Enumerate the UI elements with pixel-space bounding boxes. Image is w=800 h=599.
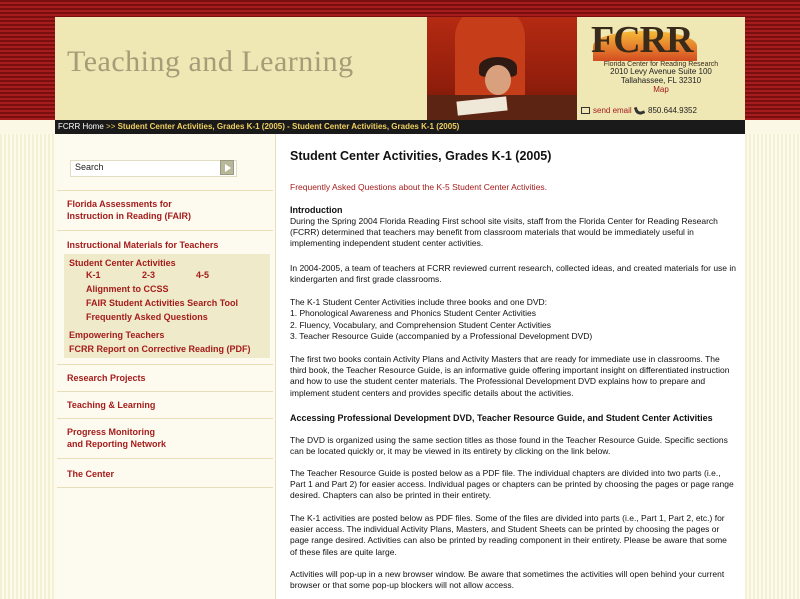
search-box[interactable] bbox=[70, 160, 237, 177]
left-sidebar bbox=[55, 134, 276, 599]
list-item: 1. Phonological Awareness and Phonics Student Center Activities bbox=[290, 308, 537, 318]
access-heading: Accessing Professional Development DVD, Teacher Resource Guide, and Student Center Activities bbox=[290, 413, 713, 423]
banner-title: Teaching and Learning bbox=[67, 45, 354, 78]
submenu-faq[interactable]: Frequently Asked Questions bbox=[86, 312, 208, 322]
submenu-grade-k1[interactable]: K-1 bbox=[86, 270, 101, 280]
search-go-button[interactable] bbox=[220, 160, 234, 175]
sidebar-item-instructional-materials[interactable]: Instructional Materials for Teachers bbox=[67, 240, 219, 250]
left-margin-pattern bbox=[0, 134, 55, 599]
sidebar-item-fair[interactable] bbox=[67, 198, 191, 222]
sidebar-item-teaching-learning[interactable]: Teaching & Learning bbox=[67, 400, 156, 410]
submenu-corrective-reading[interactable]: FCRR Report on Corrective Reading (PDF) bbox=[69, 344, 251, 354]
fcrr-logo[interactable] bbox=[591, 21, 699, 59]
submenu-alignment-ccss[interactable]: Alignment to CCSS bbox=[86, 284, 169, 294]
sidebar-item-label: Progress Monitoring bbox=[67, 427, 156, 437]
intro-heading: Introduction bbox=[290, 205, 343, 215]
access-paragraph-2: The Teacher Resource Guide is posted below as a PDF file. The individual chapters are divided into two parts (i.e., Part 1 and Part 2) for easier access. Individual pages or chapters can be printed by choosing the pages or page range desired. Chapters can also be printed in their entirety. bbox=[290, 468, 734, 501]
header-photo bbox=[427, 17, 577, 120]
popup-paragraph: Activities will pop-up in a new browser window. Be aware that sometimes the activities will open behind your current browser or that some pop-up blockers will not allow access. bbox=[290, 569, 725, 591]
divider bbox=[57, 458, 273, 459]
intro-paragraph-2: In 2004-2005, a team of teachers at FCRR reviewed current research, collected ideas, and created materials for use in kindergarten and first grade classrooms. bbox=[290, 263, 737, 285]
breadcrumb-separator: >> bbox=[106, 122, 116, 131]
access-paragraph-3: The K-1 activities are posted below as PDF files. Some of the files are divided into parts (i.e., Part 1, Part 2, etc.) for easier access. The individual Activity Plans, Masters, and Student Sheets can be printed by choosing the pages or page range desired. Activities can also be printed by reading component in their entirety. Please be aware that some of these files are quite large. bbox=[290, 513, 727, 557]
submenu-grade-2-3[interactable]: 2-3 bbox=[142, 270, 156, 280]
access-paragraph-1: The DVD is organized using the same section titles as those found in the Teacher Resource Guide. Specific sections can be located quickly or, it may be viewed in its entirety by clicking on the link below. bbox=[290, 435, 728, 457]
divider bbox=[57, 418, 273, 419]
list-item: 2. Fluency, Vocabulary, and Comprehension Student Center Activities bbox=[290, 320, 551, 330]
sidebar-item-research-projects[interactable]: Research Projects bbox=[67, 373, 146, 383]
logo-text: FCRR bbox=[591, 19, 693, 61]
sidebar-item-progress-monitoring[interactable] bbox=[67, 426, 166, 450]
sidebar-item-the-center[interactable]: The Center bbox=[67, 469, 115, 479]
map-link[interactable]: Map bbox=[653, 85, 669, 94]
divider bbox=[57, 391, 273, 392]
submenu-student-center[interactable]: Student Center Activities bbox=[69, 258, 176, 268]
submenu-empowering-teachers[interactable]: Empowering Teachers bbox=[69, 330, 165, 340]
books-paragraph: The first two books contain Activity Plans and Activity Masters that are ready for immediate use in classrooms. The third book, the Teacher Resource Guide, is an informative guide offering important insight on differentiated instruction and how to use the student center materials. The Professional Development DVD explains how to prepare and implement student centers and provides specific details about the activities. bbox=[290, 354, 730, 398]
divider bbox=[57, 230, 273, 231]
submenu-fair-search-tool[interactable]: FAIR Student Activities Search Tool bbox=[86, 298, 239, 308]
fcrr-logo-block bbox=[577, 17, 745, 120]
address-line2: Tallahassee, FL 32310 bbox=[620, 76, 702, 85]
sidebar-item-label: Instruction in Reading (FAIR) bbox=[67, 211, 191, 221]
main-content bbox=[276, 134, 745, 599]
send-email-link[interactable]: send email bbox=[593, 106, 632, 115]
sidebar-item-label: and Reporting Network bbox=[67, 439, 167, 449]
sidebar-item-label: Florida Assessments for bbox=[67, 199, 172, 209]
phone-number: 850.644.9352 bbox=[648, 106, 697, 115]
photo-student-face bbox=[485, 65, 511, 95]
breadcrumb-current[interactable]: Student Center Activities, Grades K-1 (2005) - Student Center Activities, Grades K-1 (2005) bbox=[117, 122, 460, 131]
submenu-grade-4-5[interactable]: 4-5 bbox=[196, 270, 210, 280]
arrow-right-icon bbox=[225, 164, 231, 172]
breadcrumb-home[interactable]: FCRR Home bbox=[58, 122, 104, 131]
envelope-icon bbox=[581, 107, 590, 114]
email-contact[interactable] bbox=[581, 106, 632, 115]
list-intro: The K-1 Student Center Activities include three books and one DVD: bbox=[290, 297, 548, 307]
breadcrumb bbox=[55, 120, 745, 134]
phone-icon bbox=[634, 105, 646, 117]
address-line1: 2010 Levy Avenue Suite 100 bbox=[610, 67, 712, 76]
faq-link[interactable]: Frequently Asked Questions about the K-5 Student Center Activities. bbox=[290, 182, 548, 192]
sidebar-submenu bbox=[64, 254, 270, 358]
header-banner bbox=[55, 17, 745, 120]
intro-paragraph: During the Spring 2004 Florida Reading First school site visits, staff from the Florida Center for Reading Research (FCRR) determined that teachers may benefit from classroom materials that would be immediately useful in implementing independent student center activities. bbox=[290, 216, 718, 249]
list-item: 3. Teacher Resource Guide (accompanied by a Professional Development DVD) bbox=[290, 331, 593, 341]
phone-contact bbox=[635, 106, 697, 115]
search-input[interactable] bbox=[75, 162, 215, 172]
divider bbox=[57, 487, 273, 488]
right-margin-pattern bbox=[745, 134, 800, 599]
page-title: Student Center Activities, Grades K-1 (2005) bbox=[290, 149, 552, 163]
divider bbox=[57, 190, 273, 191]
logo-subtitle: Florida Center for Reading Research bbox=[603, 61, 719, 68]
divider bbox=[57, 364, 273, 365]
